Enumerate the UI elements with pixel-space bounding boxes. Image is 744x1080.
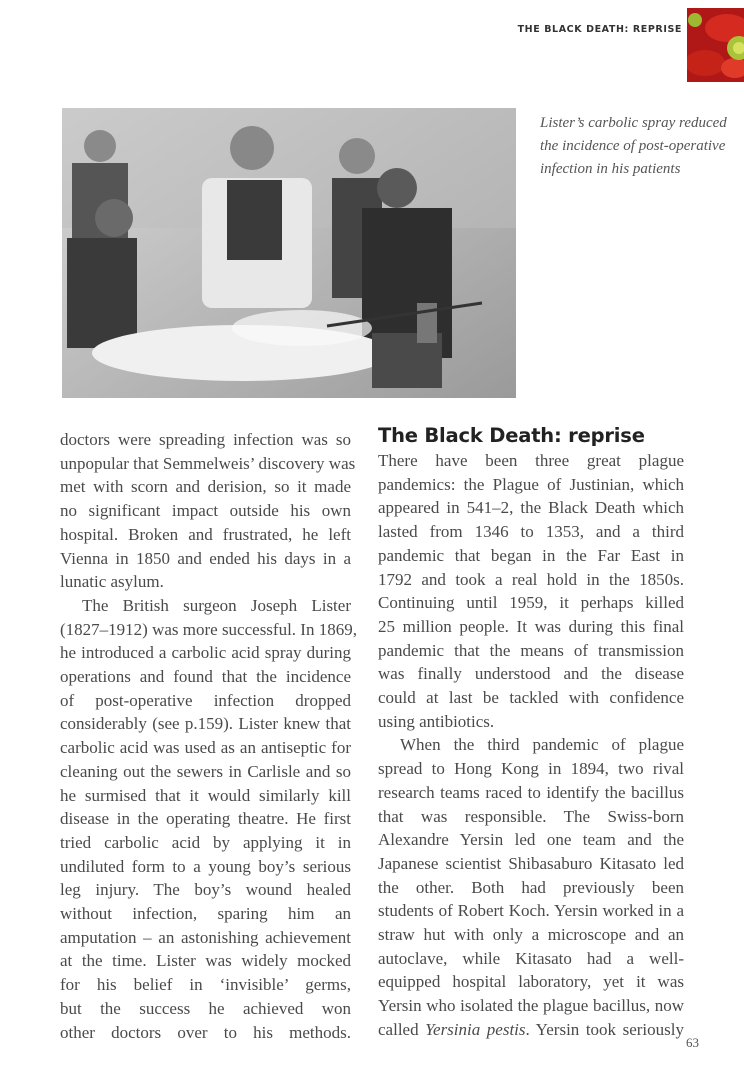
- text-line: [378, 994, 684, 1018]
- text-run: Continuing until 1959, it perhaps killed: [378, 593, 684, 613]
- text-line: [378, 544, 684, 568]
- text-run: he surmised that it would similarly kill: [60, 785, 351, 805]
- text-line: [60, 475, 351, 499]
- text-run: cleaning out the sewers in Carlisle and so: [60, 761, 351, 781]
- text-run: but the success he achieved won: [60, 998, 351, 1018]
- text-run: (1827–1912) was more successful. In 1869,: [60, 619, 357, 639]
- text-line: [60, 712, 351, 736]
- text-run: of post-operative infection dropped: [60, 690, 351, 710]
- text-line: [60, 807, 351, 831]
- text-run: operations and found that the incidence: [60, 667, 351, 687]
- text-run: no significant impact outside his own: [60, 501, 351, 521]
- text-line: [60, 499, 351, 523]
- text-run: appeared in 541–2, the Black Death which: [378, 498, 684, 518]
- text-run: tried carbolic acid by applying it in: [60, 832, 351, 852]
- text-line: [378, 449, 684, 473]
- text-line: [378, 686, 684, 710]
- left-column-text: [60, 428, 357, 1044]
- text-run: disease in the operating theatre. He first: [60, 809, 351, 829]
- text-run: spread to Hong Kong in 1894, two rival: [378, 759, 684, 779]
- text-line: [378, 970, 684, 994]
- text-line: [60, 736, 351, 760]
- text-line: [60, 594, 351, 618]
- text-line: [60, 926, 351, 950]
- text-run: lunatic asylum.: [60, 572, 164, 592]
- text-run: straw hut with only a microscope and an: [378, 925, 684, 945]
- text-run: undiluted form to a young boy’s serious: [60, 856, 351, 876]
- text-line: [60, 973, 351, 997]
- text-line: [378, 828, 684, 852]
- text-line: [60, 760, 351, 784]
- text-run: Yersin who isolated the plague bacillus, now: [378, 996, 684, 1016]
- text-line: [378, 899, 684, 923]
- text-run: doctors were spreading infection was so: [60, 430, 351, 449]
- text-line: [60, 784, 351, 808]
- text-run: carbolic acid was used as an antiseptic for: [60, 738, 351, 758]
- text-line: [60, 855, 351, 879]
- italic-species-name: Yersinia pestis: [425, 1019, 526, 1039]
- text-line: [378, 733, 684, 757]
- text-run: 25 million people. It was during this final: [378, 616, 684, 636]
- text-line: [378, 876, 684, 900]
- text-run: unpopular that Semmelweis’ discovery was: [60, 453, 356, 473]
- text-run: When the third pandemic of plague: [400, 735, 684, 755]
- text-line: [60, 665, 351, 689]
- text-line: [60, 547, 351, 571]
- text-line: [378, 591, 684, 615]
- text-line: [60, 523, 351, 547]
- text-run: at the time. Lister was widely mocked: [60, 951, 351, 971]
- text-line: [60, 570, 351, 594]
- text-line: [378, 496, 684, 520]
- text-run: could at last be tackled with confidence: [378, 688, 684, 708]
- text-run: using antibiotics.: [378, 711, 495, 731]
- text-line: [378, 757, 684, 781]
- text-line: [60, 452, 356, 476]
- text-run: hospital. Broken and frustrated, he left: [60, 524, 351, 544]
- text-run: autoclave, while Kitasato had a well-: [378, 948, 684, 968]
- text-run: for his belief in ‘invisible’ germs,: [60, 975, 351, 995]
- lister-illustration: [62, 108, 516, 398]
- text-run: research teams raced to identify the bacillus: [378, 782, 684, 802]
- text-run: he introduced a carbolic acid spray during: [60, 643, 351, 663]
- text-run: pandemic that the means of transmission: [378, 640, 684, 660]
- text-line: [378, 520, 684, 544]
- figure-caption: Lister’s carbolic spray reduced the incidence of post-operative infection in his patients: [540, 115, 727, 177]
- text-line: [378, 473, 684, 497]
- text-run: that was responsible. The Swiss-born: [378, 806, 684, 826]
- text-line: [378, 781, 684, 805]
- text-run: Alexandre Yersin led one team and the: [378, 830, 684, 850]
- text-line: [378, 639, 684, 663]
- text-line: [60, 949, 351, 973]
- text-line: [60, 902, 351, 926]
- text-run: other doctors over to his methods.: [60, 1022, 351, 1042]
- text-run: without infection, sparing him an: [60, 904, 351, 924]
- text-run: The British surgeon Joseph Lister: [82, 595, 351, 615]
- text-run: amputation – an astonishing achievement: [60, 927, 351, 947]
- text-run: Japanese scientist Shibasaburo Kitasato led: [378, 853, 684, 873]
- text-run: was finally understood and the disease: [378, 664, 684, 684]
- text-run: lasted from 1346 to 1353, and a third: [378, 522, 684, 542]
- running-head: THE BLACK DEATH: REPRISE: [517, 24, 682, 35]
- text-line: [378, 947, 684, 971]
- text-run: leg injury. The boy’s wound healed: [60, 880, 351, 900]
- text-run: students of Robert Koch. Yersin worked in a: [378, 901, 684, 921]
- text-line: [378, 568, 684, 592]
- text-line: [60, 428, 351, 452]
- text-line: [378, 710, 684, 734]
- text-run: met with scorn and derision, so it made: [60, 477, 351, 497]
- text-line: [60, 1021, 351, 1045]
- page-number: 63: [686, 1035, 699, 1050]
- text-line: [378, 805, 684, 829]
- text-line: [60, 878, 351, 902]
- text-line: [378, 615, 684, 639]
- text-run: 1792 and took a real hold in the 1850s.: [378, 569, 684, 589]
- text-run: considerably (see p.159). Lister knew that: [60, 714, 351, 734]
- text-line: [60, 689, 351, 713]
- text-run: the other. Both had previously been: [378, 877, 684, 897]
- text-line: [60, 831, 351, 855]
- text-line: [378, 852, 684, 876]
- text-line: [378, 662, 684, 686]
- chapter-thumbnail-image: [687, 8, 744, 82]
- text-line: [378, 923, 684, 947]
- text-run: pandemic that began in the Far East in: [378, 545, 684, 565]
- text-run: Vienna in 1850 and ended his days in a: [60, 548, 351, 568]
- text-run: called: [378, 1019, 426, 1039]
- text-line: [60, 997, 351, 1021]
- text-line: [378, 1018, 684, 1042]
- text-line: [60, 618, 357, 642]
- text-run: equipped hospital laboratory, yet it was: [378, 972, 684, 992]
- text-run: . Yersin took seriously: [525, 1019, 684, 1039]
- text-line: [60, 641, 351, 665]
- section-heading: The Black Death: reprise: [378, 424, 645, 447]
- right-column-text: [378, 449, 684, 1042]
- text-run: There have been three great plague: [378, 451, 684, 470]
- text-run: pandemics: the Plague of Justinian, which: [378, 474, 684, 494]
